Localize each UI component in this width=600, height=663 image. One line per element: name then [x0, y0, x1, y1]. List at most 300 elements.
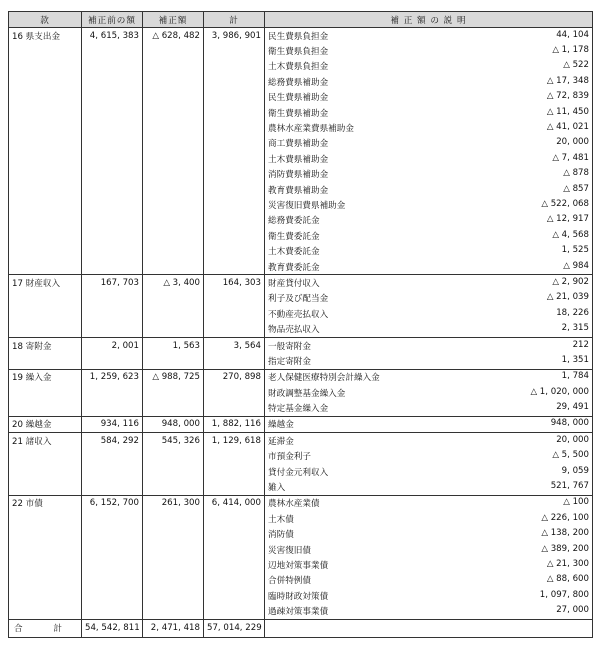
kan-cell: 20 繰越金 — [9, 416, 82, 432]
adjustment-cell: 1, 563 — [143, 337, 204, 353]
description-cell — [265, 385, 593, 400]
total-cell — [204, 321, 265, 337]
description-amount: △ 21, 039 — [546, 292, 589, 303]
before-amount-cell — [82, 527, 143, 542]
adjustment-cell — [143, 557, 204, 572]
total-adjustment: 2, 471, 418 — [143, 619, 204, 637]
kan-cell — [9, 136, 82, 151]
description-line — [265, 528, 592, 540]
description-amount: 27, 000 — [556, 605, 589, 616]
table-row — [9, 573, 593, 588]
table-row — [9, 197, 593, 212]
before-amount-cell — [82, 120, 143, 135]
before-amount-cell — [82, 353, 143, 369]
kan-cell — [9, 449, 82, 464]
kan-cell — [9, 167, 82, 182]
total-cell — [204, 74, 265, 89]
kan-cell: 22 市債 — [9, 495, 82, 511]
table-row — [9, 259, 593, 275]
description-amount: △ 138, 200 — [541, 528, 589, 539]
description-line — [265, 245, 592, 257]
description-cell — [265, 573, 593, 588]
description-line — [265, 30, 592, 42]
kan-cell: 19 繰入金 — [9, 369, 82, 385]
before-amount-cell — [82, 105, 143, 120]
total-cell — [204, 306, 265, 321]
description-cell — [265, 511, 593, 526]
total-cell — [204, 542, 265, 557]
description-amount: △ 100 — [563, 497, 589, 508]
table-row — [9, 243, 593, 258]
table-row — [9, 213, 593, 228]
description-amount: 1, 097, 800 — [539, 589, 589, 600]
description-line — [265, 230, 592, 242]
total-cell: 1, 129, 618 — [204, 433, 265, 449]
total-cell — [204, 59, 265, 74]
adjustment-cell — [143, 400, 204, 416]
description-label: 不動産売払収入 — [268, 309, 329, 320]
description-cell — [265, 353, 593, 369]
total-cell — [204, 151, 265, 166]
kan-cell — [9, 400, 82, 416]
description-amount: △ 1, 178 — [552, 45, 589, 56]
total-cell: 6, 414, 000 — [204, 495, 265, 511]
description-label: 財政調整基金繰入金 — [268, 388, 346, 399]
kan-cell — [9, 74, 82, 89]
description-amount: △ 522, 068 — [541, 198, 589, 209]
description-line — [265, 76, 592, 88]
adjustment-cell — [143, 511, 204, 526]
description-label: 延滞金 — [268, 436, 294, 447]
description-label: 災害復旧債 — [268, 545, 311, 556]
description-line — [265, 371, 592, 383]
description-line — [265, 418, 592, 430]
description-label: 過疎対策事業債 — [268, 607, 329, 618]
description-label: 土木債 — [268, 514, 294, 525]
total-cell — [204, 182, 265, 197]
total-cell — [204, 527, 265, 542]
description-label: 貸付金元利収入 — [268, 467, 329, 478]
kan-cell — [9, 59, 82, 74]
description-line — [265, 107, 592, 119]
before-amount-cell — [82, 306, 143, 321]
description-line — [265, 574, 592, 586]
kan-cell — [9, 43, 82, 58]
adjustment-cell — [143, 105, 204, 120]
description-line — [265, 137, 592, 149]
description-label: 老人保健医療特別会計繰入金 — [268, 373, 380, 384]
description-line — [265, 277, 592, 289]
header-before-amount: 補正前の額 — [82, 12, 143, 28]
description-label: 教育費委託金 — [268, 262, 320, 273]
description-cell — [265, 542, 593, 557]
total-cell — [204, 479, 265, 495]
kan-cell — [9, 557, 82, 572]
description-label: 衛生費県補助金 — [268, 108, 329, 119]
before-amount-cell — [82, 213, 143, 228]
adjustment-cell — [143, 136, 204, 151]
adjustment-cell: △ 3, 400 — [143, 275, 204, 291]
description-line — [265, 590, 592, 602]
adjustment-cell — [143, 291, 204, 306]
description-cell — [265, 275, 593, 291]
description-label: 民生費県補助金 — [268, 93, 329, 104]
before-amount-cell — [82, 182, 143, 197]
description-cell — [265, 28, 593, 44]
before-amount-cell — [82, 167, 143, 182]
description-amount: △ 21, 300 — [546, 558, 589, 569]
adjustment-cell — [143, 449, 204, 464]
total-cell — [204, 385, 265, 400]
total-cell: 3, 986, 901 — [204, 28, 265, 44]
table-row — [9, 511, 593, 526]
header-total: 計 — [204, 12, 265, 28]
before-amount-cell — [82, 557, 143, 572]
kan-cell — [9, 120, 82, 135]
kan-cell — [9, 603, 82, 619]
kan-cell — [9, 228, 82, 243]
kan-cell: 16 県支出金 — [9, 28, 82, 44]
before-amount-cell — [82, 511, 143, 526]
total-cell — [204, 588, 265, 603]
adjustment-cell — [143, 197, 204, 212]
total-amount: 57, 014, 229 — [204, 619, 265, 637]
adjustment-cell — [143, 542, 204, 557]
description-line — [265, 60, 592, 72]
total-cell: 270, 898 — [204, 369, 265, 385]
description-line — [265, 323, 592, 335]
table-row — [9, 182, 593, 197]
adjustment-cell — [143, 228, 204, 243]
kan-cell — [9, 306, 82, 321]
description-label: 農林水産業費県補助金 — [268, 124, 354, 135]
description-amount: △ 72, 839 — [546, 91, 589, 102]
kan-cell: 21 諸収入 — [9, 433, 82, 449]
adjustment-cell — [143, 527, 204, 542]
total-cell — [204, 603, 265, 619]
adjustment-cell — [143, 43, 204, 58]
description-cell — [265, 136, 593, 151]
description-cell — [265, 400, 593, 416]
description-label: 消防費県補助金 — [268, 170, 329, 181]
description-amount: △ 7, 481 — [552, 152, 589, 163]
table-row — [9, 321, 593, 337]
adjustment-cell — [143, 385, 204, 400]
total-cell — [204, 228, 265, 243]
total-cell — [204, 400, 265, 416]
description-cell — [265, 557, 593, 572]
description-label: 土木費委託金 — [268, 247, 320, 258]
description-line — [265, 544, 592, 556]
adjustment-cell — [143, 479, 204, 495]
description-cell — [265, 337, 593, 353]
description-line — [265, 91, 592, 103]
description-label: 雑入 — [268, 483, 286, 494]
budget-supplement-table — [8, 11, 593, 638]
adjustment-cell — [143, 74, 204, 89]
total-cell: 3, 564 — [204, 337, 265, 353]
kan-cell — [9, 151, 82, 166]
description-cell — [265, 120, 593, 135]
total-cell — [204, 120, 265, 135]
total-cell — [204, 259, 265, 275]
description-line — [265, 340, 592, 352]
before-amount-cell — [82, 464, 143, 479]
description-line — [265, 261, 592, 273]
adjustment-cell: 261, 300 — [143, 495, 204, 511]
table-row — [9, 479, 593, 495]
table-row — [9, 542, 593, 557]
before-amount-cell — [82, 542, 143, 557]
before-amount-cell — [82, 291, 143, 306]
description-cell — [265, 259, 593, 275]
description-amount: △ 1, 020, 000 — [530, 386, 589, 397]
description-line — [265, 45, 592, 57]
header-adjustment: 補正額 — [143, 12, 204, 28]
description-label: 教育費県補助金 — [268, 185, 329, 196]
kan-cell — [9, 291, 82, 306]
description-amount: 521, 767 — [550, 481, 589, 492]
description-cell — [265, 433, 593, 449]
adjustment-cell — [143, 182, 204, 197]
table-row — [9, 59, 593, 74]
before-amount-cell — [82, 588, 143, 603]
table-row — [9, 74, 593, 89]
before-amount-cell: 1, 259, 623 — [82, 369, 143, 385]
description-amount: 29, 491 — [556, 402, 589, 413]
table-row — [9, 291, 593, 306]
kan-cell — [9, 479, 82, 495]
description-amount: △ 878 — [563, 168, 589, 179]
kan-cell: 18 寄附金 — [9, 337, 82, 353]
total-cell — [204, 136, 265, 151]
before-amount-cell — [82, 385, 143, 400]
description-cell — [265, 449, 593, 464]
description-label: 土木費県補助金 — [268, 154, 329, 165]
adjustment-cell — [143, 151, 204, 166]
description-amount: △ 522 — [563, 60, 589, 71]
description-label: 辺地対策事業債 — [268, 560, 329, 571]
description-line — [265, 122, 592, 134]
total-cell: 1, 882, 116 — [204, 416, 265, 432]
kan-cell — [9, 527, 82, 542]
description-line — [265, 466, 592, 478]
total-cell — [204, 213, 265, 228]
adjustment-cell: 545, 326 — [143, 433, 204, 449]
before-amount-cell: 584, 292 — [82, 433, 143, 449]
description-amount: 1, 351 — [561, 354, 589, 365]
description-label: 農林水産業債 — [268, 499, 320, 510]
total-cell — [204, 557, 265, 572]
description-line — [265, 308, 592, 320]
description-line — [265, 435, 592, 447]
kan-cell — [9, 105, 82, 120]
table-row — [9, 588, 593, 603]
adjustment-cell — [143, 90, 204, 105]
table-row — [9, 337, 593, 353]
description-label: 市預金利子 — [268, 452, 311, 463]
description-label: 臨時財政対策債 — [268, 591, 329, 602]
kan-cell — [9, 243, 82, 258]
before-amount-cell: 6, 152, 700 — [82, 495, 143, 511]
kan-cell — [9, 588, 82, 603]
description-cell — [265, 527, 593, 542]
before-amount-cell — [82, 573, 143, 588]
total-row — [9, 619, 593, 637]
before-amount-cell — [82, 243, 143, 258]
description-line — [265, 450, 592, 462]
header-kan: 款 — [9, 12, 82, 28]
adjustment-cell — [143, 59, 204, 74]
table-row — [9, 603, 593, 619]
before-amount-cell: 2, 001 — [82, 337, 143, 353]
description-label: 財産貸付収入 — [268, 278, 320, 289]
table-row — [9, 43, 593, 58]
description-label: 民生費県負担金 — [268, 31, 329, 42]
description-label: 特定基金繰入金 — [268, 404, 329, 415]
description-amount: 9, 059 — [561, 465, 589, 476]
description-amount: △ 12, 917 — [546, 214, 589, 225]
before-amount-cell — [82, 151, 143, 166]
table-row — [9, 449, 593, 464]
description-amount: 1, 525 — [561, 245, 589, 256]
total-cell — [204, 449, 265, 464]
description-label: 総務費県補助金 — [268, 77, 329, 88]
description-label: 商工費県補助金 — [268, 139, 329, 150]
before-amount-cell — [82, 74, 143, 89]
adjustment-cell — [143, 464, 204, 479]
before-amount-cell — [82, 321, 143, 337]
total-cell — [204, 90, 265, 105]
table-row — [9, 369, 593, 385]
description-amount: △ 41, 021 — [546, 122, 589, 133]
table-row — [9, 275, 593, 291]
adjustment-cell — [143, 353, 204, 369]
kan-cell — [9, 321, 82, 337]
description-amount: △ 17, 348 — [546, 75, 589, 86]
description-amount: 1, 784 — [561, 371, 589, 382]
table-row — [9, 527, 593, 542]
description-cell — [265, 213, 593, 228]
description-amount: △ 5, 500 — [552, 450, 589, 461]
description-label: 一般寄附金 — [268, 341, 311, 352]
description-amount: 18, 226 — [556, 307, 589, 318]
description-label: 総務費委託金 — [268, 216, 320, 227]
total-cell — [204, 573, 265, 588]
kan-cell — [9, 511, 82, 526]
description-cell — [265, 306, 593, 321]
description-cell — [265, 479, 593, 495]
total-description — [265, 619, 593, 637]
before-amount-cell — [82, 400, 143, 416]
description-cell — [265, 291, 593, 306]
description-label: 消防債 — [268, 530, 294, 541]
total-cell — [204, 105, 265, 120]
description-line — [265, 605, 592, 617]
description-amount: △ 88, 600 — [546, 574, 589, 585]
kan-cell — [9, 197, 82, 212]
kan-cell — [9, 90, 82, 105]
description-cell — [265, 464, 593, 479]
description-line — [265, 199, 592, 211]
before-amount-cell: 934, 116 — [82, 416, 143, 432]
table-row — [9, 400, 593, 416]
description-cell — [265, 243, 593, 258]
description-cell — [265, 59, 593, 74]
adjustment-cell — [143, 167, 204, 182]
table-row — [9, 120, 593, 135]
description-label: 災害復旧費県補助金 — [268, 200, 346, 211]
table-header-row — [9, 12, 593, 28]
description-amount: △ 2, 902 — [552, 276, 589, 287]
before-amount-cell — [82, 603, 143, 619]
description-line — [265, 481, 592, 493]
adjustment-cell — [143, 259, 204, 275]
description-line — [265, 355, 592, 367]
description-cell — [265, 43, 593, 58]
before-amount-cell — [82, 43, 143, 58]
before-amount-cell — [82, 90, 143, 105]
kan-cell — [9, 182, 82, 197]
description-label: 衛生費県負担金 — [268, 47, 329, 58]
total-cell — [204, 43, 265, 58]
description-cell — [265, 90, 593, 105]
before-amount-cell: 167, 703 — [82, 275, 143, 291]
description-cell — [265, 603, 593, 619]
description-amount: △ 4, 568 — [552, 229, 589, 240]
adjustment-cell: △ 988, 725 — [143, 369, 204, 385]
before-amount-cell — [82, 136, 143, 151]
total-cell — [204, 511, 265, 526]
description-line — [265, 559, 592, 571]
table-row — [9, 385, 593, 400]
table-row — [9, 464, 593, 479]
before-amount-cell: 4, 615, 383 — [82, 28, 143, 44]
adjustment-cell — [143, 120, 204, 135]
description-line — [265, 214, 592, 226]
description-cell — [265, 182, 593, 197]
before-amount-cell — [82, 259, 143, 275]
description-amount: △ 226, 100 — [541, 512, 589, 523]
description-cell — [265, 228, 593, 243]
table-row — [9, 167, 593, 182]
table-row — [9, 28, 593, 44]
description-line — [265, 513, 592, 525]
table-row — [9, 433, 593, 449]
table-row — [9, 353, 593, 369]
description-label: 繰越金 — [268, 420, 294, 431]
description-cell — [265, 167, 593, 182]
kan-cell — [9, 464, 82, 479]
total-cell: 164, 303 — [204, 275, 265, 291]
description-label: 指定寄附金 — [268, 356, 311, 367]
description-amount: △ 11, 450 — [546, 106, 589, 117]
description-label: 合併特例債 — [268, 576, 311, 587]
description-amount: △ 389, 200 — [541, 543, 589, 554]
description-cell — [265, 197, 593, 212]
adjustment-cell: 948, 000 — [143, 416, 204, 432]
table-row — [9, 105, 593, 120]
description-amount: 20, 000 — [556, 434, 589, 445]
kan-cell — [9, 213, 82, 228]
description-line — [265, 497, 592, 509]
total-label: 合 計 — [9, 619, 82, 637]
adjustment-cell — [143, 243, 204, 258]
description-cell — [265, 105, 593, 120]
before-amount-cell — [82, 449, 143, 464]
kan-cell — [9, 542, 82, 557]
total-cell — [204, 167, 265, 182]
